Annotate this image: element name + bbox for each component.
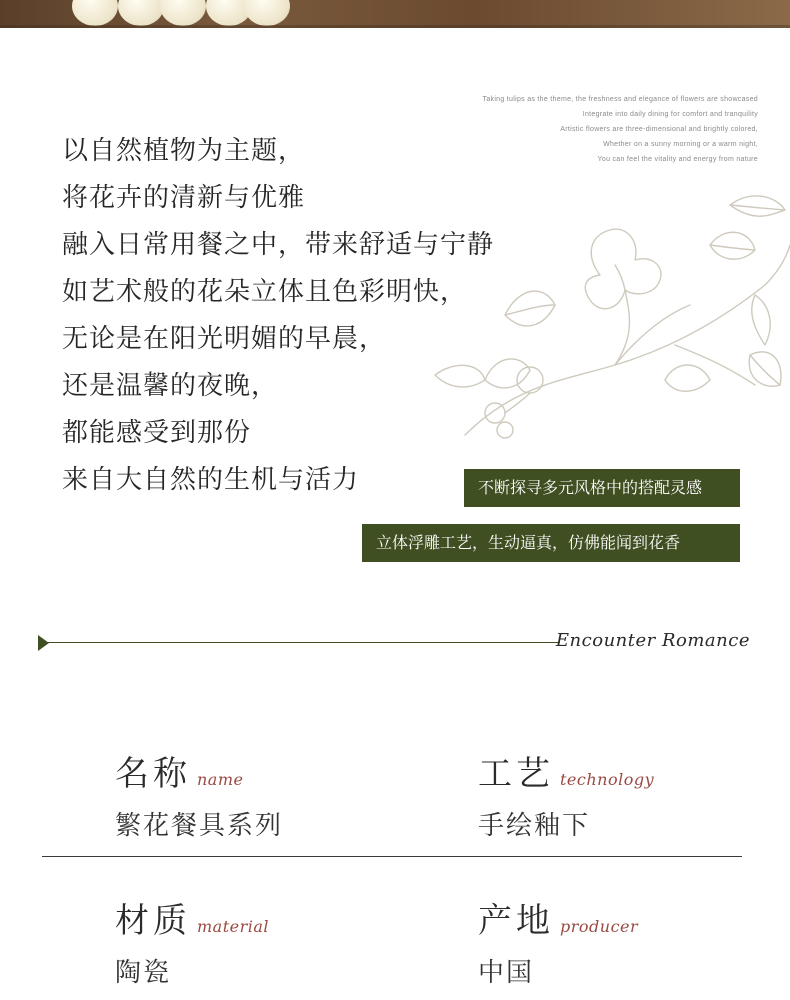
spec-name <box>115 746 283 842</box>
poem-line: 将花卉的清新与优雅 <box>62 183 306 213</box>
section-divider <box>38 630 758 656</box>
dumpling-shape <box>118 0 164 26</box>
feature-tag-inspiration: 不断探寻多元风格中的搭配灵感 <box>464 469 740 507</box>
dumpling-shape <box>244 0 290 26</box>
english-line: You can feel the vitality and energy from nature <box>597 156 758 163</box>
spec-label: 工艺 <box>478 754 554 794</box>
spec-value: 手绘釉下 <box>478 811 591 841</box>
english-line: Integrate into daily dining for comfort and tranquility <box>582 111 758 118</box>
spec-label: 名称 <box>115 754 191 794</box>
spec-script: material <box>197 917 270 936</box>
spec-script: name <box>197 770 244 789</box>
poem-line: 以自然植物为主题， <box>62 136 306 166</box>
poem-line: 融入日常用餐之中，带来舒适与宁静 <box>62 230 495 260</box>
top-product-photo <box>0 0 790 28</box>
spec-value: 中国 <box>478 958 535 988</box>
poem-line: 如艺术般的花朵立体且色彩明快， <box>62 277 468 307</box>
spec-label: 材质 <box>115 901 191 941</box>
flower-line-art-icon <box>425 185 790 445</box>
spec-material <box>115 893 269 989</box>
spec-producer <box>478 893 638 989</box>
spec-value: 陶瓷 <box>115 958 172 988</box>
dumpling-shape <box>72 0 118 26</box>
english-line: Artistic flowers are three-dimensional and brightly colored, <box>560 126 758 133</box>
spec-script: producer <box>560 917 639 936</box>
english-line: Taking tulips as the theme, the freshness and elegance of flowers are showcased <box>482 96 758 103</box>
spec-divider <box>42 856 742 857</box>
poem-line: 无论是在阳光明媚的早晨， <box>62 324 387 354</box>
spec-script: technology <box>560 770 655 789</box>
divider-line <box>48 642 560 643</box>
spec-technology <box>478 746 654 842</box>
poem-line: 都能感受到那份 <box>62 418 252 448</box>
english-line: Whether on a sunny morning or a warm night, <box>603 141 758 148</box>
spec-label: 产地 <box>478 901 554 941</box>
dumpling-shape <box>160 0 206 26</box>
arrow-right-icon <box>38 635 49 651</box>
poem-line: 来自大自然的生机与活力 <box>62 465 360 495</box>
section-title: Encounter Romance <box>555 630 750 651</box>
feature-tag-relief: 立体浮雕工艺，生动逼真，仿佛能闻到花香 <box>362 524 740 562</box>
spec-value: 繁花餐具系列 <box>115 811 284 841</box>
poem-line: 还是温馨的夜晚， <box>62 371 279 401</box>
